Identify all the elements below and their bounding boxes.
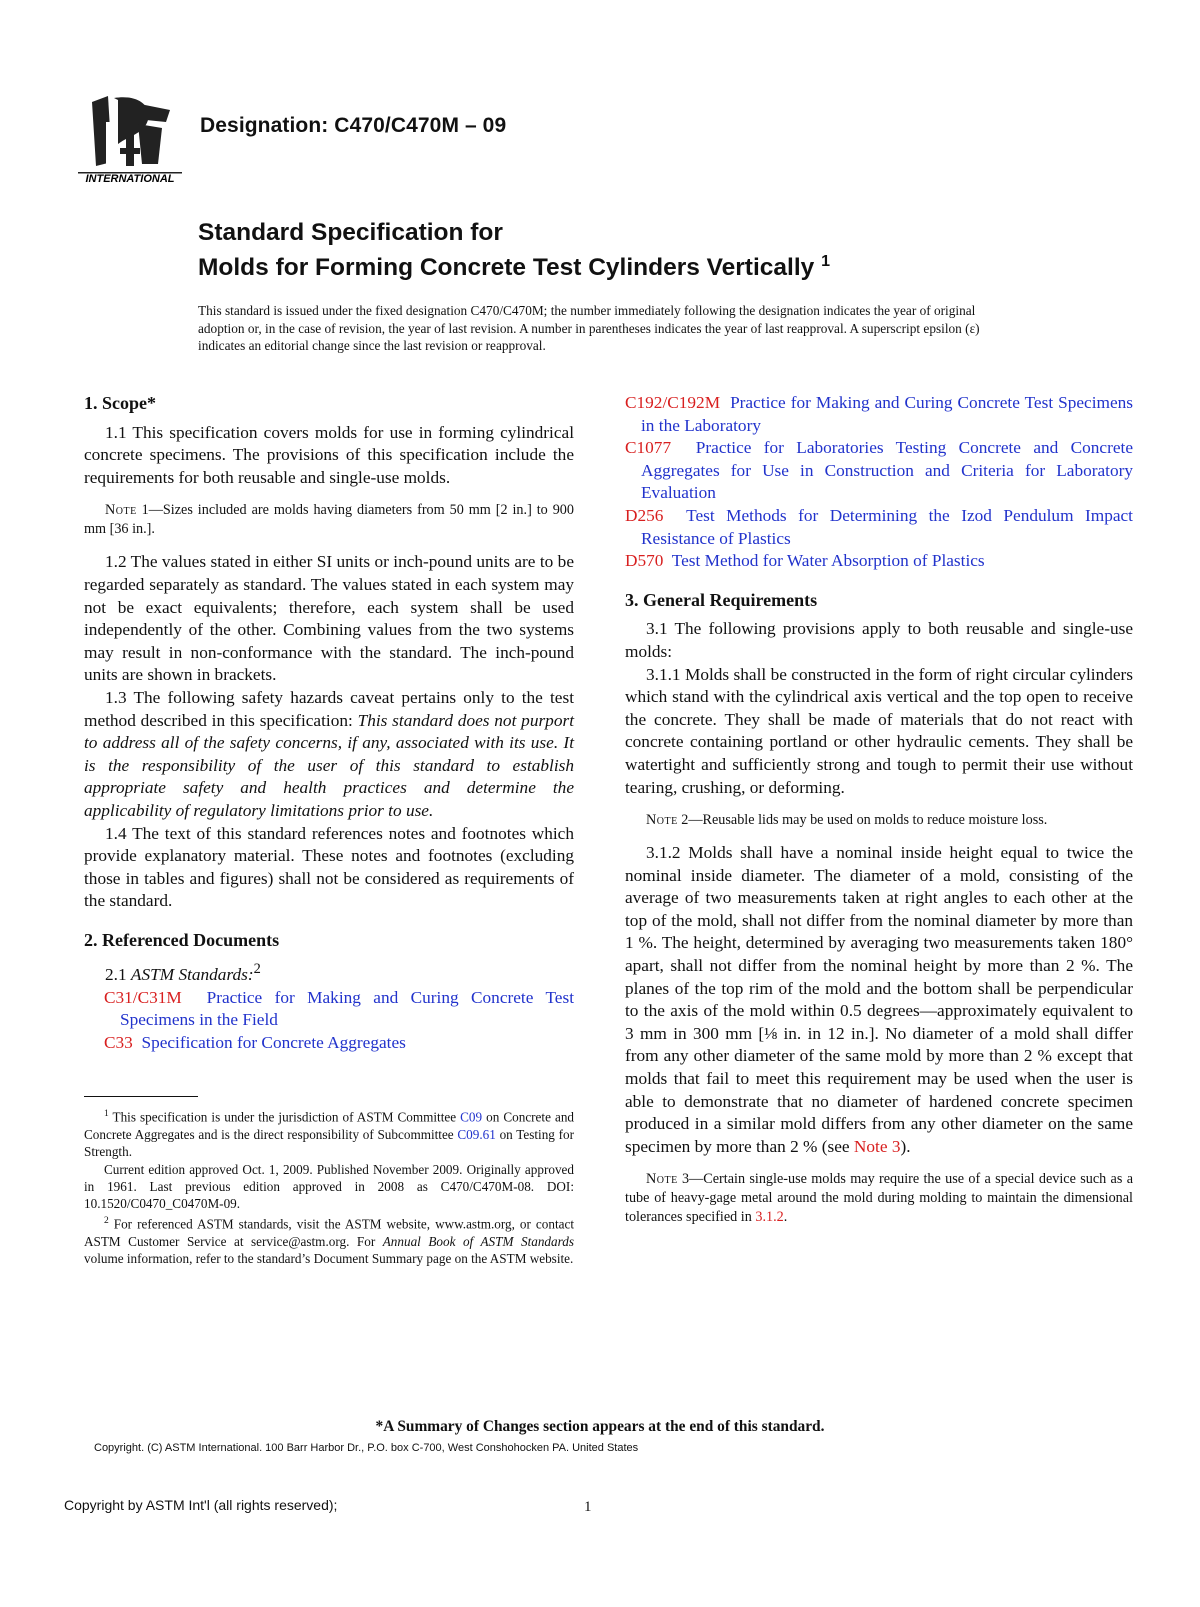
footnote-2: $^2$ For referenced ASTM standards, visit the ASTM website, www.astm.org, or contact ASTM Customer Service at service@astm.org. For Annual Book of ASTM Standards volume information, refer to the standard’s Document Summary page on the ASTM website. (84, 1215, 574, 1267)
issuance-statement: This standard is issued under the fixed designation C470/C470M; the number immediately following the designation indicates the year of original adoption or, in the case of revision, the year of last revision. A number in parentheses indicates the year of last reapproval. A superscript epsilon (ε) indicates an editorial change since the last revision or reapproval. (198, 303, 980, 353)
section-scope-heading: 1. Scope* (84, 393, 156, 413)
astm-logo-emblem (92, 96, 170, 166)
left-column (84, 392, 574, 1055)
paragraph-1-1: 1.1 This specification covers molds for use in forming cylindrical concrete specimens. The provisions of this specification include the requirements for both reusable and single-use molds. (84, 422, 574, 487)
ref-item[interactable]: D256 Test Methods for Determining the Izod Pendulum Impact Resistance of Plastics (625, 505, 1133, 548)
title-footnote-ref[interactable]: 1 (821, 253, 830, 270)
astm-logo (78, 92, 182, 188)
title-line-2: Molds for Forming Concrete Test Cylinders Vertically $^1$ (198, 253, 830, 281)
footnotes (84, 1106, 574, 1267)
footnote-1: $^1$ This specification is under the jurisdiction of ASTM Committee C09 on Concrete and Concrete Aggregates and is the direct responsibility of Subcommittee C09.61 on Testing for Strength. (84, 1109, 575, 1160)
footnote-rule (84, 1096, 198, 1097)
title-line-1: Standard Specification for (198, 219, 503, 246)
designation: Designation: C470/C470M – 09 (200, 114, 507, 137)
paragraph-1-4: 1.4 The text of this standard references notes and footnotes which provide explanatory material. These notes and footnotes (excluding those in tables and figures) shall not be considered as requirements of the standard. (84, 823, 574, 911)
note-3-link[interactable]: Note 3 (853, 1136, 901, 1156)
paragraph-3-1-1: 3.1.1 Molds shall be constructed in the form of right circular cylinders which stand with the cylindrical axis vertical and the top open to receive the concrete. They shall be made of materials that do not react with concrete containing portland or other hydraulic cements. They shall be watertight and sufficiently strong and tough to permit their use without tearing, crushing, or deforming. (625, 664, 1133, 797)
committee-link[interactable]: C09 (460, 1109, 483, 1125)
section-referenced-heading: 2. Referenced Documents (84, 929, 280, 950)
section-3-1-2-link[interactable]: 3.1.2 (755, 1209, 784, 1226)
ref-item[interactable]: D570 Test Method for Water Absorption of Plastics (625, 551, 985, 571)
footnote-ref-2[interactable]: 2 (253, 961, 261, 978)
paragraph-2-1: 2.1 ASTM Standards:$^2$ (105, 961, 261, 985)
ref-item[interactable]: C33 Specification for Concrete Aggregates (104, 1033, 406, 1053)
page-number: 1 (584, 1499, 592, 1515)
document-title (198, 218, 830, 282)
paragraph-1-2: 1.2 The values stated in either SI units or inch-pound units are to be regarded separately as standard. The values stated in each system may not be exact equivalents; therefore, each system shall be used independently of the other. Combining values from the two systems may result in non-conformance with the standard. The inch-pound units are shown in brackets. (84, 552, 574, 685)
paragraph-3-1-2: 3.1.2 Molds shall have a nominal inside height equal to twice the nominal inside diameter. The diameter of a mold, consisting of the average of two measurements taken at right angles to each other at the top of the mold, shall not differ from the nominal diameter by more than 1 %. The height, determined by averaging two measurements taken 180° apart, shall not differ from the nominal height by more than 2 %. The planes of the top rim of the mold and the bottom shall be perpendicular to the axis of the mold within 0.5 degrees—approximately equivalent to 3 mm in 300 mm [⅛ in. in 12 in.]. No diameter of a mold shall differ from any other diameter of the same mold by more than 2 % except that molds that fail to meet this requirement may be used when the user is able to demonstrate that no diameter of hardened concrete specimen produced in a similar mold differs from any other diameter on the same specimen by more than 2 % (see Note 3). (625, 843, 1133, 1156)
subcommittee-link[interactable]: C09.61 (457, 1126, 496, 1142)
footnote-1-edition: Current edition approved Oct. 1, 2009. Published November 2009. Originally approved in 1961. Last previous edition approved in 2008 as C470/C470M-08. DOI: 10.1520/C0470_C0470M-09. (84, 1161, 574, 1212)
copyright-notice: Copyright by ASTM Int'l (all rights reserved); (64, 1497, 338, 1513)
note-2: Note 2—Reusable lids may be used on molds to reduce moisture loss. (646, 812, 1048, 829)
section-general-heading: 3. General Requirements (625, 589, 818, 610)
ref-item[interactable]: C1077 Practice for Laboratories Testing Concrete and Concrete Aggregates for Use in Construction and Criteria for Laboratory Evaluation (625, 438, 1133, 503)
copyright-line: Copyright. (C) ASTM International. 100 Barr Harbor Dr., P.O. box C-700, West Conshohocken PA. United States (94, 1442, 639, 1454)
note-1: Note 1—Sizes included are molds having diameters from 50 mm [2 in.] to 900 mm [36 in.]. (84, 502, 574, 538)
paragraph-3-1: 3.1 The following provisions apply to both reusable and single-use molds: (625, 619, 1133, 661)
summary-of-changes-note: *A Summary of Changes section appears at the end of this standard. (375, 1418, 825, 1435)
right-column (625, 392, 1133, 1227)
paragraph-1-3: 1.3 The following safety hazards caveat pertains only to the test method described in this specification: This standard does not purport to address all of the safety concerns, if any, associated with its use. It is the responsibility of the user of this standard to establish appropriate safety and health practices and determine the applicability of regulatory limitations prior to use. (84, 687, 574, 820)
ref-item[interactable]: C192/C192M Practice for Making and Curing Concrete Test Specimens in the Laboratory (625, 393, 1133, 435)
astm-logo-text: INTERNATIONAL (85, 173, 175, 185)
note-3: Note 3—Certain single-use molds may require the use of a special device such as a tube of heavy-gage metal around the mold during molding to maintain the dimensional tolerances specified in 3.1.2. (625, 1171, 1133, 1226)
ref-item[interactable]: C31/C31M Practice for Making and Curing Concrete Test Specimens in the Field (104, 987, 575, 1030)
